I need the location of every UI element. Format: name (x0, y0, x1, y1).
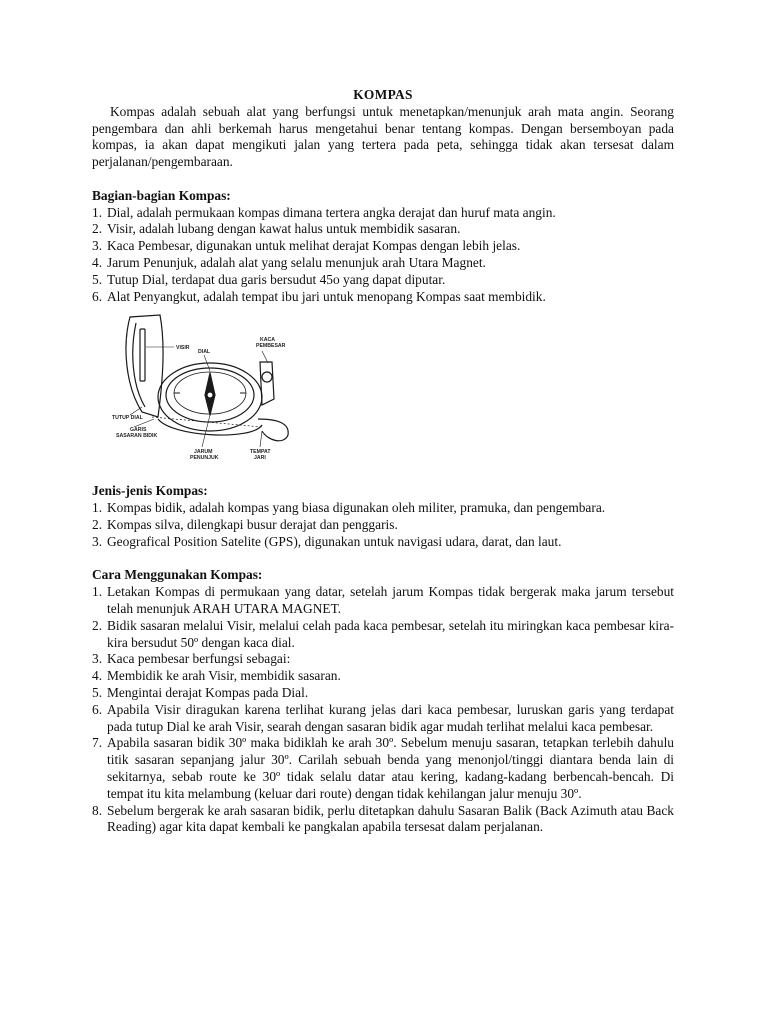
document-title: KOMPAS (353, 87, 413, 102)
document-body (92, 87, 674, 836)
cara-list (92, 584, 674, 836)
item-number: 3. (92, 238, 103, 254)
jenis-list (92, 500, 674, 550)
item-number: 3. (92, 533, 103, 549)
label-tutup-dial: TUTUP DIAL (112, 415, 143, 422)
item-text: Kompas silva, dilengkapi busur derajat dan penggaris. (107, 516, 398, 532)
item-number: 5. (92, 684, 103, 700)
list-item (92, 255, 674, 272)
list-item (92, 534, 674, 551)
list-item (92, 702, 674, 736)
cara-heading: Cara Menggunakan Kompas: (92, 567, 263, 583)
item-text: Kaca Pembesar, digunakan untuk melihat derajat Kompas dengan lebih jelas. (107, 238, 521, 254)
item-text: Membidik ke arah Visir, membidik sasaran. (107, 668, 341, 684)
list-item (92, 651, 674, 668)
list-item (92, 272, 674, 289)
item-number: 6. (92, 701, 103, 717)
item-text: Apabila sasaran bidik 30º maka bidiklah ke arah 30º. Sebelum menuju sasaran, tetapkan terlebih dahulu titik sasaran sepanjang jalur 30º. Carilah sebuah benda yang menonjol/tinggi diantara benda lain di sekitarnya, sebab route ke 30º tidak selalu datar atau kering, kadang-kadang berbencah-bencah. Di tempat itu kita melambung (keluar dari route) dengan tidak kehilangan jalur menuju 30º. (107, 735, 674, 801)
item-text: Geografical Position Satelite (GPS), digunakan untuk navigasi udara, darat, dan laut. (107, 533, 562, 549)
list-item (92, 221, 674, 238)
list-item (92, 584, 674, 618)
spacer (92, 171, 674, 188)
item-number: 7. (92, 735, 103, 751)
item-number: 5. (92, 271, 103, 287)
item-number: 4. (92, 668, 103, 684)
item-text: Jarum Penunjuk, adalah alat yang selalu menunjuk arah Utara Magnet. (107, 254, 486, 270)
item-text: Kaca pembesar berfungsi sebagai: (107, 651, 291, 667)
bagian-list (92, 205, 674, 306)
item-text: Visir, adalah lubang dengan kawat halus untuk membidik sasaran. (107, 221, 461, 237)
item-text: Sebelum bergerak ke arah sasaran bidik, perlu ditetapkan dahulu Sasaran Balik (Back Azimuth atau Back Reading) agar kita dapat kembali ke pangkalan apabila tersesat dalam perjalanan. (107, 802, 674, 835)
item-text: Kompas bidik, adalah kompas yang biasa digunakan oleh militer, pramuka, dan pengembara. (107, 500, 606, 516)
list-item (92, 618, 674, 652)
item-text: Dial, adalah permukaan kompas dimana tertera angka derajat dan huruf mata angin. (107, 204, 556, 220)
compass-illustration (112, 307, 312, 472)
item-text: Mengintai derajat Kompas pada Dial. (107, 684, 309, 700)
item-number: 8. (92, 802, 103, 818)
item-number: 4. (92, 254, 103, 270)
item-number: 2. (92, 221, 103, 237)
label-garis: GARIS (130, 427, 147, 434)
item-number: 2. (92, 516, 103, 532)
label-kaca: KACA (260, 337, 275, 344)
list-item (92, 668, 674, 685)
list-item (92, 517, 674, 534)
label-penunjuk: PENUNJUK (190, 455, 219, 462)
label-dial: DIAL (198, 349, 211, 356)
item-number: 1. (92, 584, 103, 600)
list-item (92, 803, 674, 837)
list-item (92, 685, 674, 702)
bagian-heading: Bagian-bagian Kompas: (92, 187, 231, 203)
label-jarum: JARUM (194, 449, 213, 456)
item-text: Tutup Dial, terdapat dua garis bersudut 45o yang dapat diputar. (107, 271, 446, 287)
compass-figure (92, 307, 674, 477)
item-text: Bidik sasaran melalui Visir, melalui celah pada kaca pembesar, setelah itu miringkan kaca pembesar kira-kira bersudut 50º dengan kaca dial. (107, 617, 674, 650)
item-number: 2. (92, 617, 103, 633)
list-item (92, 289, 674, 306)
list-item (92, 205, 674, 222)
item-number: 1. (92, 204, 103, 220)
label-tempat: TEMPAT (250, 449, 271, 456)
label-pembesar: PEMBESAR (256, 343, 286, 350)
item-number: 6. (92, 288, 103, 304)
jenis-heading: Jenis-jenis Kompas: (92, 483, 208, 499)
list-item (92, 735, 674, 802)
item-text: Apabila Visir diragukan karena terlihat kurang jelas dari kaca pembesar, luruskan garis yang terdapat pada tutup Dial ke arah Visir, searah dengan sasaran bidik agar mudah terlihat melalui kaca pembesar. (107, 701, 674, 734)
spacer (92, 551, 674, 568)
item-text: Letakan Kompas di permukaan yang datar, setelah jarum Kompas tidak bergerak maka jarum tersebut telah menunjuk ARAH UTARA MAGNET. (107, 584, 674, 616)
list-item (92, 500, 674, 517)
label-visir: VISIR (176, 345, 190, 352)
item-number: 1. (92, 500, 103, 516)
intro-paragraph: Kompas adalah sebuah alat yang berfungsi untuk menetapkan/menunjuk arah mata angin. Seorang pengembara dan ahli berkemah harus mengetahui benar tentang kompas. Dengan bersemboyan pada kompas, ia akan dapat mengikuti jalan yang tertera pada peta, sehingga tidak akan tersesat dalam perjalanan/pengembaraan. (92, 103, 674, 170)
list-item (92, 238, 674, 255)
label-jari: JARI (254, 455, 266, 462)
item-number: 3. (92, 651, 103, 667)
label-sasaran: SASARAN BIDIK (116, 433, 158, 440)
item-text: Alat Penyangkut, adalah tempat ibu jari untuk menopang Kompas saat membidik. (107, 288, 546, 304)
